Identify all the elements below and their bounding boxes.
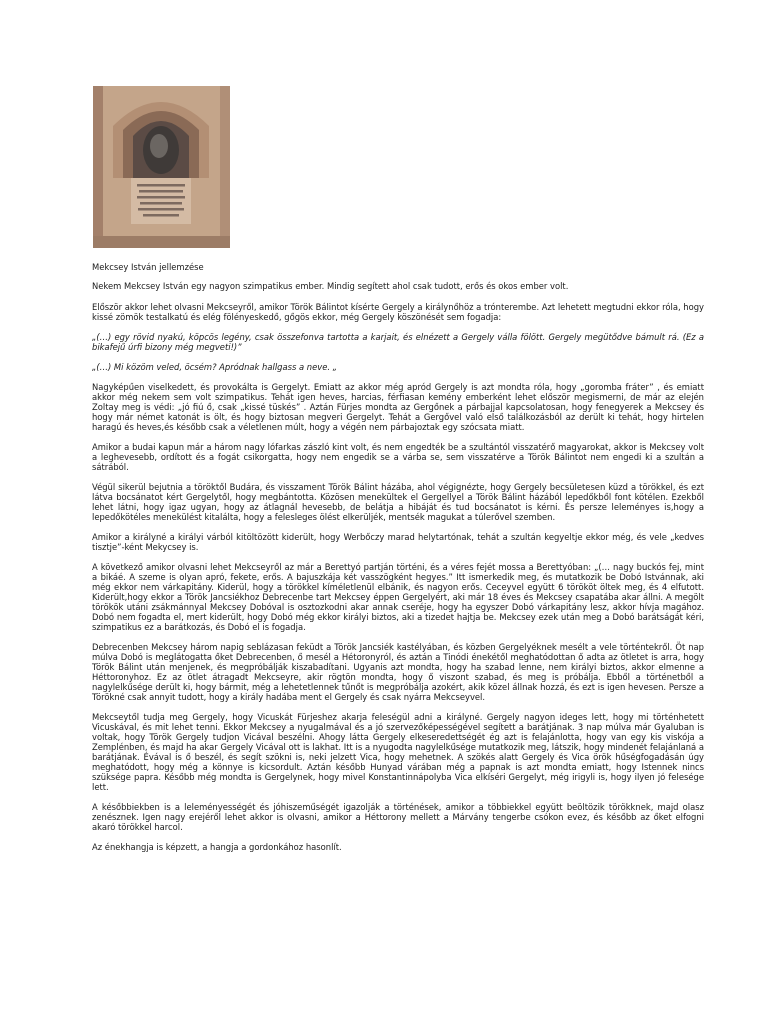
document-body [92,262,704,862]
quote: „(…) Mi közöm veled, öcsém? Apródnak hallgass a neve. „ [92,362,338,372]
paragraph: Amikor a királyné a királyi várból kitöltözött kiderült, hogy Werbőczy marad helytartónak, tehát a szultán kegyeltje ekkor még, és vele „kedves tisztje”-ként Mekycsey is. [92,532,704,552]
paragraph: Nekem Mekcsey István egy nagyon szimpatikus ember. Mindig segített ahol csak tudott, erős és okos ember volt. [92,281,569,291]
document-title: Mekcsey István jellemzése [92,262,204,272]
paragraph: Először akkor lehet olvasni Mekcseyről, amikor Török Bálintot kísérte Gergely a királynőhöz a trónterembe. Azt lehetett megtudni ekkor róla, hogy kissé zömök testalkatú és elég fölényeskedő, gőgös ekkor, még Gergely köszönését sem fogadja: [92,302,704,322]
paragraph: Debrecenben Mekcsey három napig seblázasan feküdt a Török Jancsiék kastélyában, és közben Gergelyéknek mesélt a vele történtekről. Öt nap múlva Dobó is meglátogatta őket Debrecenben, ő mesél a Hétoronyról, és aztán a Tinódi énekétől meghatódottan ő adta az ötletet is arra, hogy Török Bálint után menjenek, és megpróbálják kiszabadítani. Ugyanis azt mondta, hogy ha szabad lenne, nem királyi biztos, akkor elmenne a Héttoronyhoz. Ez az ötlet átragadt Mekcseyre, akir rögtön mondta, hogy ő viszont szabad, és meg is próbálja. Ebből a történetből a nagylelkűsége derült ki, hogy bármit, még a lehetetlennek tűnőt is megpróbálja azokért, akik közel állnak hozzá, és ezt is igen hevesen. Persze a Törökné csak annyit tudott, hogy a király hadába ment el Gergely és csak nyárra Mekcseyvel. [92,642,704,702]
memorial-plaque-photo [93,86,230,248]
paragraph: Mekcseytől tudja meg Gergely, hogy Vicuskát Fürjeshez akarja feleségül adni a királyné. Gergely nagyon ideges lett, hogy mi történhetett Vicuskával, és mit lehet tenni. Ekkor Mekcsey a nyugalmával és a jó szervezőképességével segített a barátjának. 3 nap múlva már Gyaluban is voltak, hogy Török Gergely tudjon Vicával beszélni. Ahogy látta Gergely elkeseredettségét ég azt is felajánlotta, hogy van egy kis viskója a Zemplénben, és majd ha akar Gergely Vicával ott is lakhat. Itt is a nyugodta nagylelkűsége mutatkozik meg, látszik, hogy mindenét felajánlaná a barátjának. Évával is ő beszél, és segít szökni is, neki jelzett Vica, hogy mehetnek. A szökés alatt Gergely és Vica örök hűségfogadásán úgy meghatódott, hogy még a könnye is kicsordult. Aztán később Hunyad várában még a papnak is azt mondta emiatt, hogy Istennek nincs szüksége papra. Később még mondta is Gergelynek, hogy mivel Konstantinnápolyba Vica elkíséri Gergelyt, még irigyli is, hogy ilyen jó felesége lett. [92,712,704,792]
paragraph: Végül sikerül bejutnia a töröktől Budára, és visszament Török Bálint házába, ahol végignézte, hogy Gergely becsületesen küzd a törökkel, és ezt látva bocsánatot kért Gergelytől, hogy megbántotta. Közösen menekültek el Gergellyel a Török Bálint házából lepedőkből font kötélen. Ezekből lehet látni, hogy igaz ugyan, hogy az átlagnál hevesebb, de belátja a hibáját és tud bocsánatot is kérni. És persze leleményes is,hogy a lepedőkötéles menekülést kitalálta, hogy a felesleges ölést elkerüljék, mentsék magukat a túlerővel szemben. [92,482,704,522]
quote: „(…) egy rövid nyakú, köpcös legény, csak összefonva tartotta a karjait, és elnézett a Gergely válla fölött. Gergely megütődve bámult rá. (Ez a bikafejű úrfi bizony még megveti!)” [92,332,704,352]
paragraph: Nagyképűen viselkedett, és provokálta is Gergelyt. Emiatt az akkor még apród Gergely is azt mondta róla, hogy „goromba fráter” , és emiatt akkor még nekem sem volt szimpatikus. Tehát igen heves, harcias, férfiasan kemény emberként lehet először megismerni, de már az elején Zoltay meg is védi: „jó fiú ő, csak „kissé tüskés” . Aztán Fürjes mondta az Gergőnek a párbajjal kapcsolatosan, hogy fenegyerek a Mekcsey és hogy már német katonát is ölt, és hogy biztosan megveri Gergelyt. Tehát a Gergővel való első találkozásból az derült ki tehát, hogy hirtelen haragú és heves,és később csak a véletlenen múlt, hogy a végén nem párbajoztak egy szócsata miatt. [92,382,704,432]
paragraph: Amikor a budai kapun már a három nagy lófarkas zászló kint volt, és nem engedték be a szultántól visszatérő magyarokat, akkor is Mekcsey volt a leghevesebb, ordított és a fogát csikorgatta, hogy nem engedik se a várba se, sem visszatérve a Török Bálintot nem engedi ki a szultán a sátrából. [92,442,704,472]
paragraph: Az énekhangja is képzett, a hangja a gordonkához hasonlít. [92,842,342,852]
paragraph: A későbbiekben is a leleményességét és jóhiszeműségét igazolják a történések, amikor a többiekkel együtt beöltözik törökknek, majd olasz zenésznek. Igen nagy erejéről lehet akkor is olvasni, amikor a Héttorony mellett a Márvány tengerbe csókon evez, és később az őket elfogni akaró törökkel harcol. [92,802,704,832]
paragraph: A következő amikor olvasni lehet Mekcseyről az már a Berettyó partján történi, és a véres fejét mossa a Berettyóban: „(… nagy buckós fej, mint a bikáé. A szeme is olyan apró, fekete, erős. A bajuszkája két vasszögként hegyes.” Itt ismerkedik meg, és mutatkozik be Dobó Istvánnak, aki még ekkor nem várkapitány. Kiderül, hogy a törökkel kíméletlenül elbánik, és nagyon erős. Ceceyvel együtt 6 törököt öltek meg, és 4 elfutott. Kiderült,hogy ekkor a Török Jancsiékhoz Debrecenbe tart Mekcsey éppen Gergelyért, aki már 18 éves és Mekcsey csapatába akar állni. A megölt törökök utáni zsákmánnyal Mekcsey Dobóval is osztozkodni akar annak cseréje, hogy ha egyszer Dobó várkapitány lesz, akkor hívja magához. Dobó nem fogadta el, mert kiderült, hogy Dobó még ekkor királyi biztos, aki a tizedet hajtja be. Mekcsey ezek után meg a Dobó barátságát kéri, szimpatikus ez a barátkozás, és Dobó el is fogadja. [92,562,704,632]
